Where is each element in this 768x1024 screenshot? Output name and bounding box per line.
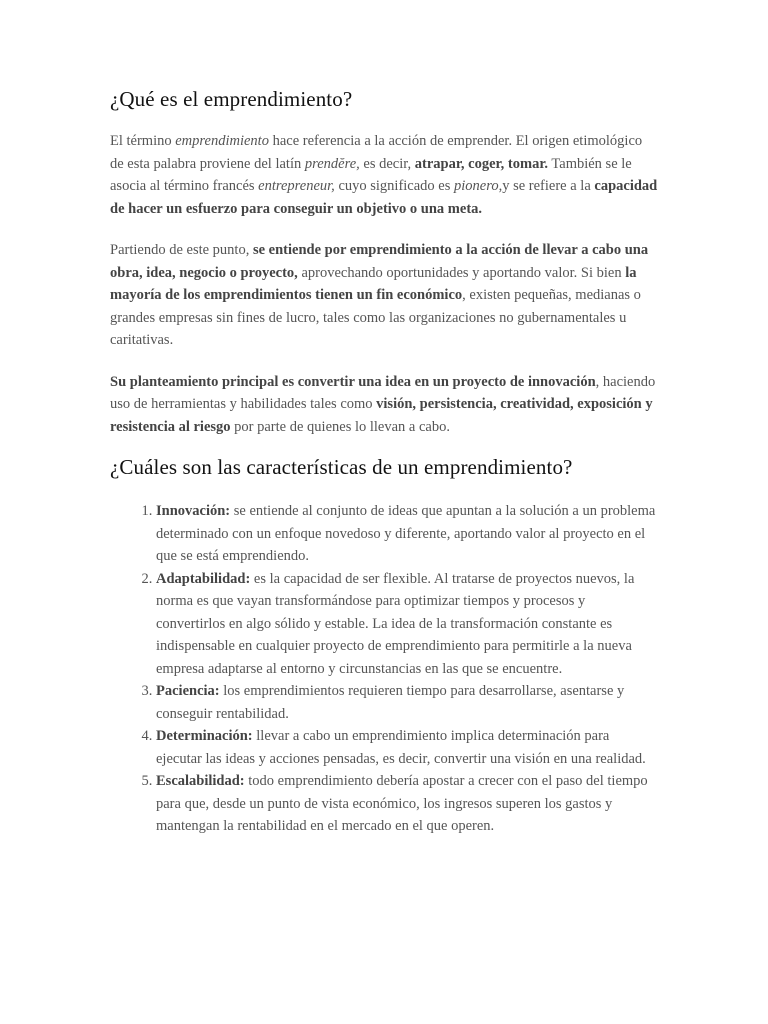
text-span: El término [110, 133, 176, 149]
text-span: cuyo significado es [334, 178, 455, 194]
text-span: es decir, [359, 155, 415, 172]
bold-phrase-atrapar: atrapar, coger, tomar. [414, 155, 549, 172]
characteristics-list [110, 500, 658, 838]
list-item-text: llevar a cabo un emprendimiento implica determinación para ejecutar las ideas y acciones pensadas, es decir, convertir una visión en una realidad. [156, 728, 646, 767]
list-item-text: se entiende al conjunto de ideas que apuntan a la solución a un problema determinado con un enfoque novedoso y diferente, aportando valor al proyecto en el que se está emprendiendo. [156, 503, 656, 564]
list-item-paciencia [156, 680, 658, 725]
list-item-title: Escalabilidad: [156, 773, 245, 789]
paragraph-meaning [110, 239, 658, 352]
list-item-adaptabilidad [156, 568, 658, 681]
italic-term-prendere: prendĕre, [304, 155, 360, 172]
heading-what-is-entrepreneurship: ¿Qué es el emprendimiento? [110, 87, 353, 111]
text-span: aprovechando oportunidades y aportando valor. Si bien [297, 264, 626, 281]
bold-phrase-capacidad: capacidad de hacer un esfuerzo para conseguir un objetivo o una meta. [110, 178, 658, 217]
text-span: hace referencia a la acción de emprender. El origen etimológico de esta palabra proviene del latín [110, 133, 643, 172]
text-span: por parte de quienes lo llevan a cabo. [230, 418, 450, 435]
italic-term-pionero: pionero [454, 178, 499, 194]
paragraph-definition [110, 130, 658, 220]
text-span: , existen pequeñas, medianas o grandes empresas sin fines de lucro, tales como las organizaciones no gubernamentales u caritativas. [110, 287, 641, 348]
list-item-text: todo emprendimiento debería apostar a crecer con el paso del tiempo para que, desde un punto de vista económico, los ingresos superen los gastos y mantengan la rentabilidad en el mercado en el que operen. [156, 773, 648, 834]
italic-term-entrepreneur: entrepreneur, [258, 178, 335, 194]
list-item-text: los emprendimientos requieren tiempo para desarrollarse, asentarse y conseguir rentabilidad. [156, 683, 625, 722]
list-item-title: Paciencia: [156, 683, 220, 699]
paragraph-approach [110, 371, 658, 439]
text-span: También se le asocia al término francés [110, 155, 632, 194]
article-content [110, 84, 658, 838]
bold-phrase-planteamiento: Su planteamiento principal es convertir una idea en un proyecto de innovación [110, 373, 596, 390]
list-item-text: es la capacidad de ser flexible. Al tratarse de proyectos nuevos, la norma es que vayan transformándose para optimizar tiempos y procesos y convertirlos en algo sólido y estable. La idea de la transformación constante es indispensable en cualquier proyecto de emprendimiento para permitirle a la nueva empresa adaptarse al entorno y circunstancias en las que se encuentre. [156, 570, 635, 677]
heading-characteristics: ¿Cuáles son las características de un emprendimiento? [110, 455, 573, 479]
text-span: ,y se refiere a la [498, 178, 595, 194]
list-item-determinacion [156, 725, 658, 770]
text-span: , haciendo uso de herramientas y habilidades tales como [110, 373, 656, 412]
list-item-title: Innovación: [156, 503, 231, 519]
bold-phrase-fin-economico: la mayoría de los emprendimientos tienen un fin económico [110, 264, 637, 303]
list-item-escalabilidad [156, 770, 658, 838]
list-item-innovacion [156, 500, 658, 568]
italic-term-emprendimiento: emprendimiento [175, 133, 269, 149]
text-span: Partiendo de este punto, [110, 242, 253, 258]
list-item-title: Adaptabilidad: [156, 570, 251, 587]
bold-phrase-vision: visión, persistencia, creatividad, exposición y resistencia al riesgo [110, 396, 653, 435]
bold-phrase-se-entiende: se entiende por emprendimiento a la acción de llevar a cabo una obra, idea, negocio o proyecto, [110, 242, 649, 281]
list-item-title: Determinación: [156, 728, 253, 744]
